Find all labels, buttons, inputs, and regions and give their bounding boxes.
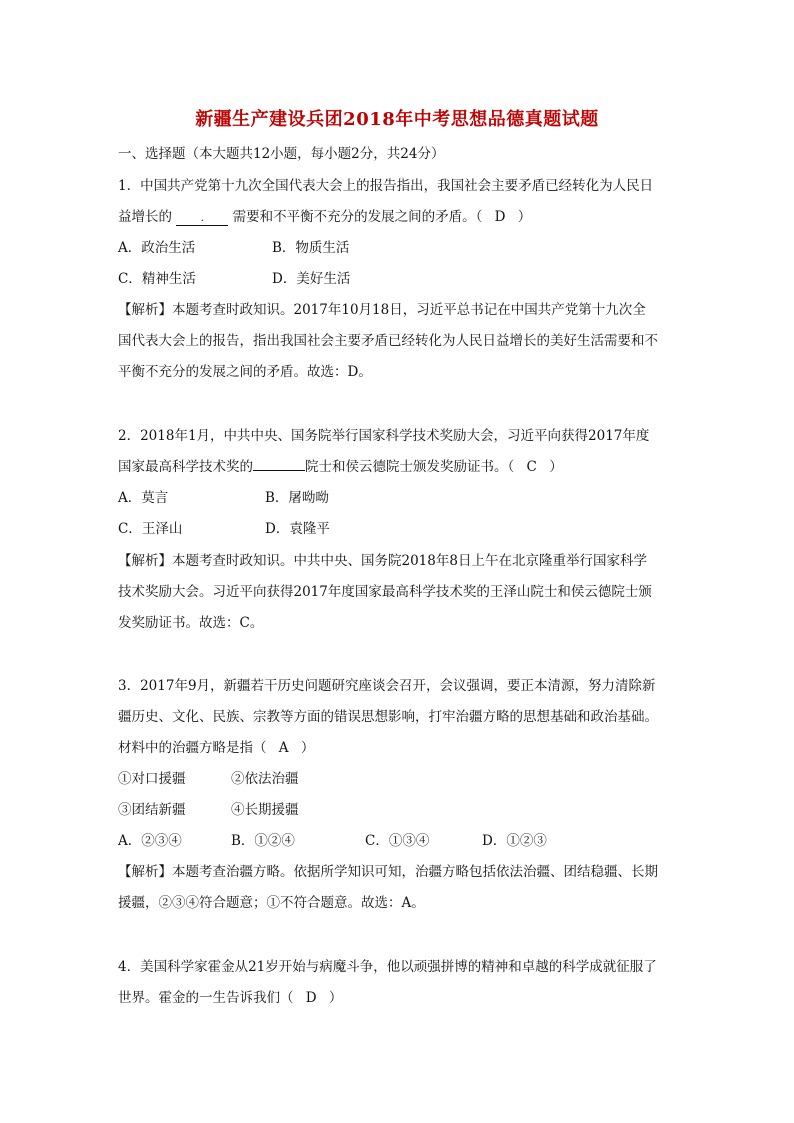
q2-stem-pre: 国家最高科学技术奖的 bbox=[118, 459, 253, 475]
q3-option-c: C．①③④ bbox=[365, 833, 430, 849]
q2-close-paren: ） bbox=[549, 459, 563, 475]
q3-close-paren: ） bbox=[300, 740, 315, 756]
q3-item-1: ①对口援疆 bbox=[118, 771, 186, 787]
q2-analysis-line3: 发奖励证书。故选：C。 bbox=[118, 615, 264, 631]
q4-close-paren: ） bbox=[328, 990, 343, 1006]
q3-item-4: ④长期援疆 bbox=[231, 802, 299, 818]
q2-analysis-line2: 技术奖励大会。习近平向获得2017年度国家最高科学技术奖的王泽山院士和侯云德院士颁 bbox=[118, 584, 652, 600]
q2-stem-line2 bbox=[118, 458, 563, 476]
q1-stem-line2 bbox=[118, 208, 531, 226]
q2-option-b: B．屠呦呦 bbox=[265, 490, 329, 506]
q3-stem-pre: 材料中的治疆方略是指（ bbox=[118, 740, 267, 756]
q1-option-b: B．物质生活 bbox=[272, 240, 350, 256]
q1-option-d: D．美好生活 bbox=[272, 271, 351, 287]
q1-stem-pre: 益增长的 bbox=[118, 209, 172, 225]
q1-analysis-line3: 平衡不充分的发展之间的矛盾。故选：D。 bbox=[118, 364, 372, 380]
q3-option-a: A．②③④ bbox=[118, 833, 182, 849]
q3-stem-line2: 疆历史、文化、民族、宗教等方面的错误思想影响，打牢治疆方略的思想基础和政治基础。 bbox=[118, 709, 658, 725]
q4-stem-line1: 4．美国科学家霍金从21岁开始与病魔斗争，他以顽强拼博的精神和卓越的科学成就征服了 bbox=[118, 959, 657, 975]
q2-option-c: C．王泽山 bbox=[118, 521, 183, 537]
q1-stem-post: 需要和不平衡不充分的发展之间的矛盾。（ bbox=[232, 209, 483, 225]
q1-option-a: A．政治生活 bbox=[118, 240, 196, 256]
q3-answer: A bbox=[278, 740, 289, 756]
q2-stem-post: 院士和侯云德院士颁发奖励证书。（ bbox=[305, 459, 515, 475]
q1-stem-line1: 1．中国共产党第十九次全国代表大会上的报告指出，我国社会主要矛盾已经转化为人民日 bbox=[118, 178, 654, 194]
q3-item-3: ③团结新疆 bbox=[118, 802, 186, 818]
q3-item-2: ②依法治疆 bbox=[231, 771, 299, 787]
q3-stem-line3 bbox=[118, 739, 314, 757]
q2-option-d: D．袁隆平 bbox=[265, 521, 330, 537]
q1-analysis-line1: 【解析】本题考查时政知识。2017年10月18日，习近平总书记在中国共产党第十九次全 bbox=[118, 302, 646, 318]
q3-analysis-line1: 【解析】本题考查治疆方略。依据所学知识可知，治疆方略包括依法治疆、团结稳疆、长期 bbox=[118, 864, 658, 880]
q3-option-b: B．①②④ bbox=[231, 833, 295, 849]
q2-analysis-line1: 【解析】本题考查时政知识。中共中央、国务院2018年8日上午在北京隆重举行国家科学 bbox=[118, 553, 647, 569]
q3-analysis-line2: 援疆，②③④符合题意；①不符合题意。故选：A。 bbox=[118, 895, 425, 911]
q2-blank bbox=[253, 458, 305, 471]
q4-answer: D bbox=[305, 990, 317, 1006]
section-heading: 一、选择题（本大题共12小题，每小题2分，共24分） bbox=[118, 146, 445, 162]
q3-option-d: D．①②③ bbox=[482, 833, 547, 849]
q1-answer: D bbox=[494, 209, 506, 225]
page-title: 新疆生产建设兵团2018年中考思想品德真题试题 bbox=[195, 109, 599, 130]
q3-stem-line1: 3．2017年9月，新疆若干历史问题研究座谈会召开，会议强调，要正本清源，努力清除新 bbox=[118, 678, 656, 694]
q1-analysis-line2: 国代表大会上的报告，指出我国社会主要矛盾已经转化为人民日益增长的美好生活需要和不 bbox=[118, 333, 658, 349]
q2-stem-line1: 2．2018年1月，中共中央、国务院举行国家科学技术奖励大会，习近平向获得2017年度 bbox=[118, 428, 650, 444]
q2-answer: C bbox=[526, 459, 537, 475]
q4-stem-line2 bbox=[118, 989, 342, 1007]
q4-stem-pre: 世界。霍金的一生告诉我们（ bbox=[118, 990, 294, 1006]
q1-blank: . bbox=[176, 213, 228, 226]
q1-close-paren: ） bbox=[517, 209, 532, 225]
q1-option-c: C．精神生活 bbox=[118, 271, 196, 287]
q2-option-a: A．莫言 bbox=[118, 490, 169, 506]
